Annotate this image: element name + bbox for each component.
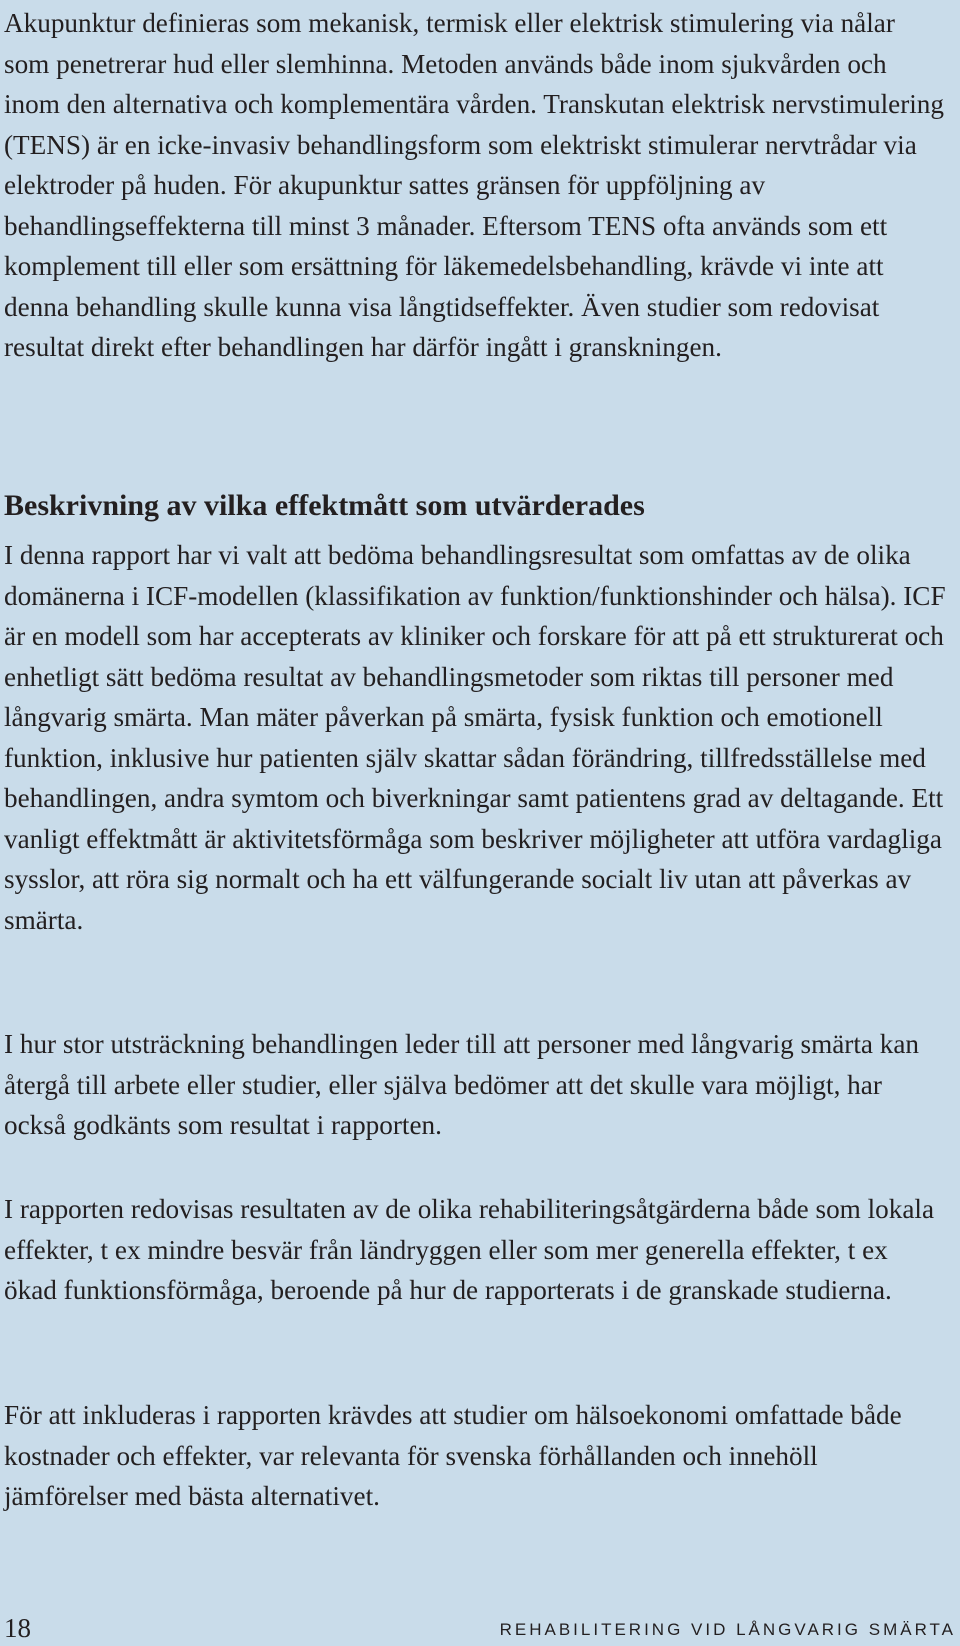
section-heading: Beskrivning av vilka effektmått som utvärderades (4, 489, 645, 522)
running-title: REHABILITERING VID LÅNGVARIG SMÄRTA (499, 1620, 956, 1639)
page-footer (4, 1614, 956, 1642)
page-number: 18 (4, 1613, 31, 1643)
paragraph-health-economics: För att inkluderas i rapporten krävdes att studier om hälsoekonomi omfattade både kostnader och effekter, var relevanta för svenska förhållanden och innehöll jämförelser med bästa alternativet. (4, 1400, 902, 1511)
paragraph-return-to-work: I hur stor utsträckning behandlingen leder till att personer med långvarig smärta kan återgå till arbete eller studier, eller själva bedömer att det skulle vara möjligt, har också godkänts som resultat i rapporten. (4, 1029, 920, 1140)
paragraph-acupuncture-tens: Akupunktur definieras som mekanisk, termisk eller elektrisk stimulering via nålar som penetrerar hud eller slemhinna. Metoden används både inom sjukvården och inom den alternativa och komplementära vården. Transkutan elektrisk nervstimulering (TENS) är en icke-invasiv behandlingsform som elektriskt stimulerar nervtrådar via elektroder på huden. För akupunktur sattes gränsen för uppföljning av behandlingseffekterna till minst 3 månader. Eftersom TENS ofta används som ett komplement till eller som ersättning för läkemedelsbehandling, krävde vi inte att denna behandling skulle kunna visa långtidseffekter. Även studier som redovisat resultat direkt efter behandlingen har därför ingått i granskningen. (4, 8, 944, 362)
paragraph-reported-effects: I rapporten redovisas resultaten av de olika rehabiliteringsåtgärderna både som lokala effekter, t ex mindre besvär från ländryggen eller som mer generella effekter, t ex ökad funktionsförmåga, beroende på hur de rapporterats i de granskade studierna. (4, 1194, 935, 1305)
paragraph-icf-model: I denna rapport har vi valt att bedöma behandlingsresultat som omfattas av de olika domänerna i ICF-modellen (klassifikation av funktion/funktionshinder och hälsa). ICF är en modell som har accepterats av kliniker och forskare för att på ett strukturerat och enhetligt sätt bedöma resultat av behandlingsmetoder som riktas till personer med långvarig smärta. Man mäter påverkan på smärta, fysisk funktion och emotionell funktion, inklusive hur patienten själv skattar sådan förändring, tillfredsställelse med behandlingen, andra symtom och biverkningar samt patientens grad av deltagande. Ett vanligt effektmått är aktivitetsförmåga som beskriver möjligheter att utföra vardagliga sysslor, att röra sig normalt och ha ett välfungerande socialt liv utan att påverkas av smärta. (4, 540, 946, 935)
